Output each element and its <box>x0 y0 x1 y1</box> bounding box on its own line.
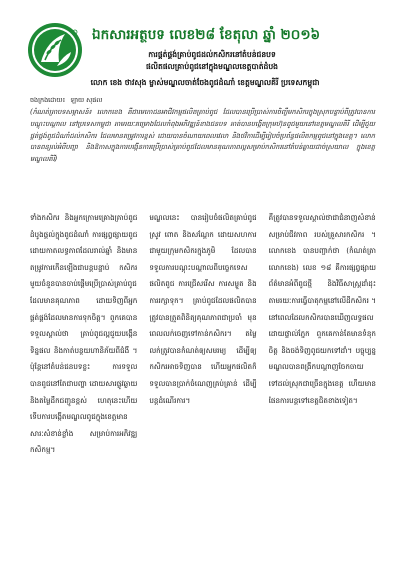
author-label: ចងក្រងដោយ៖ <box>30 96 66 104</box>
newsletter-issue-title: ឯកសារអត្ថបទ លេខ២៨ ខែតុលា ឆ្នាំ ២០១៦ <box>92 27 321 43</box>
headline-line-1: ការផ្គត់ផ្គង់គ្រាប់ពូជដល់កសិករនៅតំបន់ជនបទ <box>148 50 276 59</box>
body-column-1: ទាំងកសិករ និងអ្នកក្រោមគ្រោងគ្រាប់ពូជ ដំបូងផ្តល់ក្នុងពូជដំណាំ ការផ្សព្វផ្សាយពូជដោយកាតលទ្ធភាពដែលរាល់ឆ្នាំ និងមានតម្រូវការកើនឡើងជាបន្ដបន្ទាប់ កសិករមួយចំនួនបានចាប់ផ្តើមប្រើប្រាស់គ្រាប់ពូជដែលមានគុណភាព ដោយទិញពីអ្នកផ្គត់ផ្គង់ដែលមានការទុកចិត្ត។ ពួកគេបានទទួលស្គាល់ថា គ្រាប់ពូជល្អជួយបង្កើនទិន្នផល និងកាត់បន្ថយហានិភ័យពីជំងឺ ។ ប៉ុន្តែនៅតំបន់ជនបទខ្លះ ការទទួលបានពូជនៅតែជាបញ្ហា ដោយសារផ្លូវឆ្ងាយ និងតម្លៃដឹកជញ្ជូនខ្ពស់ ហេតុនេះហើយទើបការបង្កើតមណ្ឌលពូជក្នុងខេត្តមានសារៈសំខាន់ខ្លាំង សម្រាប់ការអភិវឌ្ឍកសិកម្ម។ <box>30 213 138 455</box>
author-line <box>30 96 102 106</box>
intro-paragraph: (កំណត់ត្រាបទសម្ភាសន៍៖ លោកខេង គឺជាមេកោដនអាជីវកម្មផលិតគ្រាប់ពូជ ដែលបានប្រើប្រាស់ការចិញ្ចឹមកសិករក្នុងស្រុកបន្ទាប់ពីត្រូវបានការបណ្តុះបណ្តាល នៅប្រទេសកម្ពុជា តាមរយៈគម្រោងដែលកំពុងអភិវឌ្ឍន៍ខាងជនបទ គាត់បានបង្កើតក្រុមហ៊ុនពូជមួយនៅខេត្តមណ្ឌលគិរី ដើម្បីជួយផ្គត់ផ្គង់ពូជដំណាំដល់កសិករ ដែលមានតម្រូវការខ្ពស់ ដោយបានចំណាយពេលវេលា និងថវិកាដើម្បីរៀបចំប្រព័ន្ធផលិតកម្មពូជនៅក្នុងខេត្ត។ លោកបានពន្យល់អំពីបញ្ហា និងឱកាសក្នុងការបង្កើនការប្រើប្រាស់គ្រាប់ពូជដែលមានគុណភាពល្អសម្រាប់កសិករនៅតំបន់ឆ្ងាយដាច់ស្រយាល ក្នុងខេត្តមណ្ឌលគិរី) <box>30 108 375 164</box>
author-name: ឡាយ សុផល <box>70 96 103 104</box>
body-column-2: មណ្ឌលនេះ បានរៀបចំផលិតគ្រាប់ពូជស្រូវ ពោត និងសណ្តែក ដោយសហការជាមួយក្រុមកសិករក្នុងភូមិ ដែលបានទទួលការបណ្តុះបណ្តាលពីបច្ចេកទេសផលិតពូជ ការជ្រើសរើស ការសម្ងួត និងការរក្សាទុក។ គ្រាប់ពូជដែលផលិតបាន ត្រូវបានត្រួតពិនិត្យគុណភាពជាប្រចាំ មុនពេលលក់ចេញទៅកាន់កសិករ។ តម្លៃលក់ត្រូវបានកំណត់ឲ្យសមរម្យ ដើម្បីឲ្យកសិករអាចទិញបាន ហើយអ្នកផលិតក៏ទទួលបានប្រាក់ចំណេញគ្រប់គ្រាន់ ដើម្បីបន្តដំណើរការ។ <box>149 213 257 405</box>
interviewee-headline: លោក ខេង ថាវសុង ម្ចាស់មណ្ឌលចាត់ចែងពូជដំណាំ ខេត្តមណ្ឌលគិរី ប្រទេសកម្ពុជា <box>90 78 320 87</box>
body-columns <box>30 210 376 555</box>
body-column-3: គឺត្រូវបានទទួលស្គាល់ថាជាជំនាញសំខាន់សម្រាប់ជីវភាព របស់គ្រួសារកសិករ ។ លោកខេង បានបញ្ជាក់ថា (កំណត់ត្រាលោកខេង) លេខ ១៨ គឺការផ្សព្វផ្សាយព័ត៌មានអំពីពូជថ្មី និងវិធីសាស្ត្រដាំដុះ តាមរយៈការធ្វើបាតុកម្មនៅលើដីកសិករ ។ នៅពេលដែលកសិករបានឃើញលទ្ធផលដោយផ្ទាល់ភ្នែក ពួកគេកាន់តែមានទំនុកចិត្ត និងចង់ទិញពូជយកទៅដាំ។ បច្ចុប្បន្ន មណ្ឌលបានពង្រីកបណ្តាញចែកចាយទៅដល់ស្រុកជាច្រើនក្នុងខេត្ត ហើយមានផែនការបន្តទៅខេត្តជិតខាងទៀត។ <box>268 213 376 405</box>
headline-line-2: ផលិតផលគ្រាប់ពូជនៅក្នុងមណ្ឌលខេត្តបាត់ដំបង <box>145 62 279 71</box>
